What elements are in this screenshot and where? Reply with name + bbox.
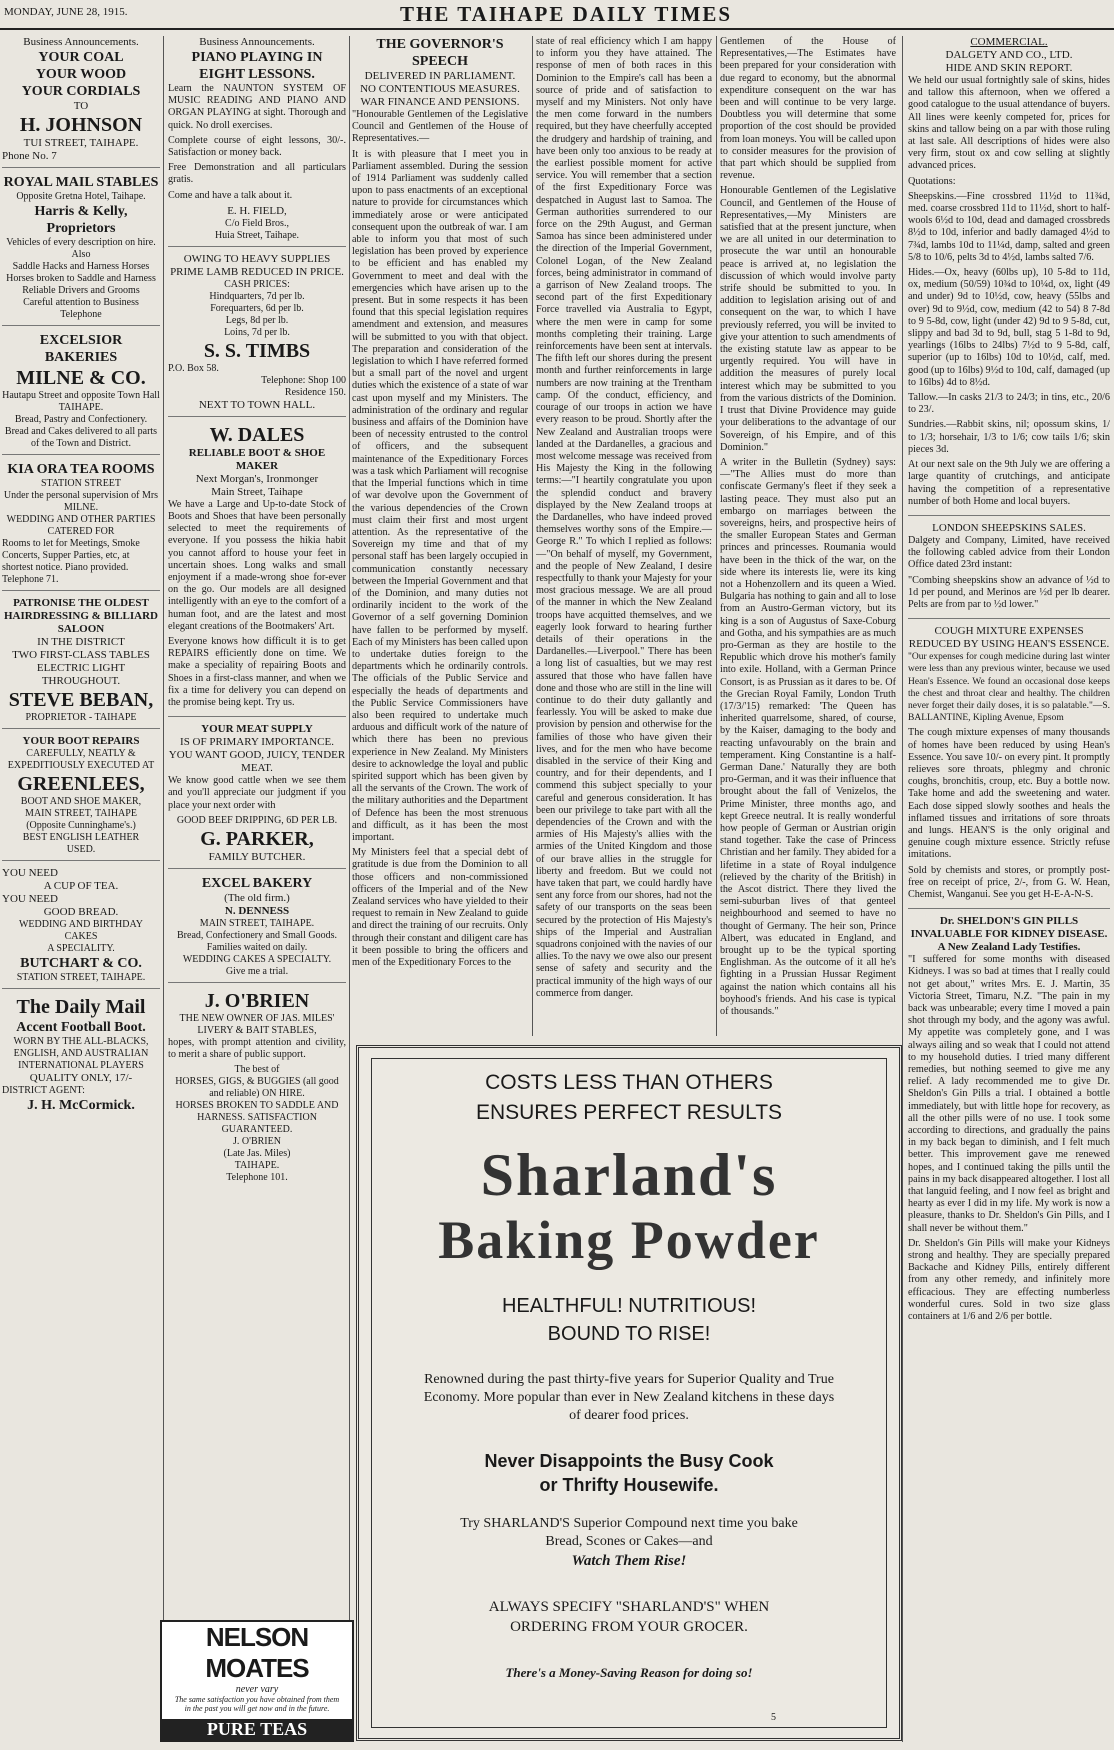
article-title: THE GOVERNOR'S SPEECH [376,37,504,69]
advertiser-name: GREENLEES, [17,773,145,795]
firm-name: DALGETY AND CO., LTD. [945,49,1073,61]
advertiser-name: G. PARKER, [200,827,314,850]
ad-line: GOOD BREAD. [43,906,119,918]
ad-title: Dr. SHELDON'S GIN PILLS INVALUABLE FOR KIDNEY DISEASE. [910,915,1108,941]
ad-line: HAIRDRESSING & BILLIARD [3,610,159,622]
ad-line: YOU WANT GOOD, JUICY, TENDER MEAT. [168,749,346,775]
greenlees-ad [2,735,160,861]
excel-bakery-ad [168,875,346,983]
ad-line: ELECTRIC LIGHT THROUGHOUT. [36,662,126,687]
ad-line: P.O. Box 58. [168,362,219,374]
ad-line: SALOON [57,623,105,635]
price-item: Loins, 7d per lb. [224,326,290,338]
article-paragraph: state of real efficiency which I am happy to inform you they have attained. The response of men of both races in this Dominion to the Empire's call has been a source of pride and of satisfaction to myself and my Ministers. Not only have the men come forward in the numbers required, but they have cheerfully accepted the drudgery and hardship of training, and have been only too anxious to be ready at the earliest possible moment for active service. You will remember that a section of the first Expeditionary Force was despatched in August last to Samoa. The German authorities surrendered to our force on the 29th August, and German Samoa has since been administered under the direction of the Imperial Government, Colonel Logan, of the New Zealand forces, being administrator in command of a garrison of New Zealand troops. The second part of the first Expeditionary Force travelled via Australia to Egypt, where the men were in camp for some months completing their training. Large reinforcements have been sent at intervals. The fifth left our shores during the present month and further reinforcements in large numbers are now training at the Trentham camp. Of the conduct, efficiency, and courage of our troops in action we have every reason to be proud. Shortly after the New Zealand and Australian troops were landed at the Dardanelles, a gracious and most welcome message was received from His Majesty the King in the following terms:—"I heartily congratulate you upon the splendid conduct and bravery displayed by the New Zealand troops at the Dardanelles, who have indeed proved themselves worthy sons of the Empire.—George R." To which I replied as follows:—"On behalf of myself, my Government, and the people of New Zealand, I desire respectfully to thank your Majesty for your most gracious message. We are all proud of the manner in which the New Zealand troops have acquitted themselves, and we eagerly look forward to hearing further details of their operations in the Dardanelles.—Liverpool." There has been a long list of casualties, but we may rest assured that those who have fallen have done and those who are still in the line will continue to do their duty gallantly and fearlessly. You will be asked to make due provision by pension and otherwise for the families of those who have given their lives, and for the men who have become disabled in the service of their King and country, and for their dependents, and I commend this subject specially to your careful and generous consideration. It has been our privilege to take part with all the dependencies of the Crown and with the armies of His Majesty's allies with the armies of the United Kingdom and those of our brave allies in the struggle for liberty and freedom. But we could not have taken that part, we could hardly have sent any force from our shores, had not the safety of our transports on the seas been secured by the protection of His Majesty's ships of the Imperial and Australian squadrons conjoined with the navies of our allies. To the navy we owe also our present sense of safety and security and the practical immunity of the high ways of our commerce from danger. [536,36,712,999]
ad-line: The best of [234,1064,280,1076]
obrien-stables-ad [168,989,346,1188]
ad-phone: Telephone 71. [2,574,59,585]
report-paragraph: Hides.—Ox, heavy (60lbs up), 10 5-8d to 11d, ox, medium (50/59) 10¾d to 10¼d, ox, light (49 and under) 9d to 10½d, cow, heavy (55lbs and over) 9d to 9½d, cow, medium (42 to 54) 8 7-8d to 9 5-8d, cow, light (under 42) 9d to 9 5-8d, cut, slippy and bad 3d to 9d, bull, stag 5 1-8d to 9d, yearlings (16lbs to 24lbs) 7½d to 9 5-8d, calf, superior (up to 16lbs) 10d to 10½d, calf, med. good (up to 16lbs) 9½d to 10d, calf, damaged (up to 16lbs) 4d to 8½d. [908,267,1110,388]
ad-paragraph: Come and have a talk about it. [168,189,293,201]
ad-paragraph: Everyone knows how difficult it is to get REPAIRS efficiently done on time. We make a speciality of repairing Boots and Shoes in a first-class manner, and when we fix a time for delivery you can depend on the promise being kept. Try us. [168,636,346,709]
ad-line: OWING TO HEAVY SUPPLIES [183,252,331,265]
ad-paragraph: Free Demonstration and all particulars gratis. [168,162,346,186]
ad-signature: (Late Jas. Miles) [223,1148,291,1160]
butchart-ad [2,867,160,989]
column-rule [349,36,350,1742]
column-heading: Business Announcements. [199,36,315,48]
ad-paragraph: "I suffered for some months with diseased Kidneys. I was so bad at times that I really could not get about," writes Mrs. E. J. Martin, 35 Victoria Street, Timaru, N.Z. "The pain in my back was unbearable; every time I moved a pain shot through my body, and the agony was awful. My appetite was completely gone, and I was always ailing and so weak that I could not attend to my household duties. I tried many different remedies, but nothing seemed to give me any relief. A lady recommended me to give Dr. Sheldon's Gin Pills a trial. I obtained a bottle immediately, but with little hope for recovery, as all the other pills were of no use. I took some according to directions, and gradually the pains in my back began to diminish, and I felt much better. This improvement gave me renewed hopes, and I continued taking the pills until the pains in my back disappeared altogether. I lost all that languid feeling, and I now feel as bright and hearty as ever I did in my life. My work is now a pleasure, thanks to Dr. Sheldon's Gin Pills, and I shall never be without them." [908,954,1110,1234]
ad-line: Bread, Confectionery and Small Goods. [177,929,337,941]
column-rule [163,36,164,1742]
section-title: LONDON SHEEPSKINS SALES. [932,521,1086,534]
ad-line: PATRONISE THE OLDEST [13,597,149,609]
ad-line: Bread, Pastry and Confectionery. [14,414,148,425]
ad-line: GOOD BEEF DRIPPING, 6D PER LB. [176,814,338,826]
ad-line: A CUP OF TEA. [43,880,119,892]
ad-title: KIA ORA TEA ROOMS [7,462,155,477]
ad-line: YOU NEED [2,867,58,879]
piano-lessons-ad [168,49,346,247]
ad-line: Careful attention to Business [23,297,139,308]
ad-line: HORSES, GIGS, & BUGGIES (all good and reliable) ON HIRE. [175,1076,339,1100]
ad-address: Main Street, Taihape [211,485,303,498]
ad-paragraph: hopes, with prompt attention and civility, to merit a share of public support. [168,1036,346,1061]
ad-line: Bread and Cakes delivered to all parts of the Town and District. [4,426,158,449]
ad-line: YOUR CORDIALS [21,84,141,99]
ad-line: Next Morgan's, Ironmonger [195,472,319,485]
ad-phone: Residence 150. [284,386,346,398]
report-paragraph: We held our usual fortnightly sale of skins, hides and tallow this afternoon, when we offered a good catalogue to the usual attendance of buyers. All lines were keenly competed for, prices for skins and tallow being on a par with those ruling at last sale. All descriptions of hides were also very firm, stout ox and cow selling at slightly advanced prices. [908,75,1110,172]
article-paragraph: Gentlemen of the House of Representatives,—The Estimates have been prepared for your consideration with due regard to economy, but the abnormal expenditure consequent on the war has been and will continue to be very large. Doubtless you will determine that some proportion of the cost should be provided from loan moneys. You will be called upon to consider measures for the provision of that part which should be supplied from revenue. [720,36,896,182]
parker-butcher-ad [168,723,346,869]
football-boot-ad [2,995,160,1118]
ad-signature: J. O'BRIEN [233,1136,281,1148]
ad-paragraph: "Our expenses for cough medicine during last winter were less than any previous winter, because we used Hean's Essence. We found an occasional dose keeps the chest and throat clear and healthy. The children never forget their daily doses, it is so palatable."—S. BALLANTINE, Kipling Avenue, Epsom [908,652,1110,724]
hairdressing-saloon-ad [2,597,160,729]
sharlands-baking-powder-ad [356,1045,902,1741]
ad-line: Under the personal supervision of Mrs [3,490,159,501]
report-paragraph: Sheepskins.—Fine crossbred 11½d to 11¾d, med. coarse crossbred 11d to 11½d, short to half-wools 6½d to 10d, dead and damaged crossbreds 8½d to 10d, inferior and badly damaged 4½d to 7¾d, lambs 10d to 11¼d, damp, salted and green 5/8 to 10/6, pelts 3d to 4½d, lambs salted 7/6. [908,190,1110,263]
article-paragraph: A writer in the Bulletin (Sydney) says:—"The Allies must do more than confiscate Germany's fleet if they seek a lasting peace. They must also put an embargo on marriages between the sovereigns, heirs, and prospective heirs of the smaller European States and German princes and princesses. Roumania would have been in the thick of the war, on the side where its interests lie, were its king not a Hohenzollern and its queen a Wied. Bulgaria has nothing to gain and all to lose from an Austro-German victory, but its king is a son of Augustus of Saxe-Coburg and Gotha, and his sympathies are as much pro-German as they are hostile to the Republic which drove his mother's family into exile. Holland, with a German Prince Consort, is as Prussian as it dares to be. Of the Grecian Royal Family, London Truth (17/3/'15) remarked: 'The Queen has inherited quarrelsome, shared, of course, by the Kaiser, damaging to the body and reacting unfavourably on the brain and temperament. King Constantine is a half-German Dane.' Naturally they are both pro-German, and it was their influence that brought about the fall of Venizelos, the Prime Minister, three months ago, and kept Greece neutral. It is really wonderful how people of German or Austrian origin stand together. Take the case of Princess Christian and her family. They abided for a lifetime in a state of Royal indulgence (relieved by the charity of the British) in the Ascot district. There they lived the semi-suburban lives of that genteel neighbourhood and seemed to have no thought of Germany. The heir son, Prince Albert, was educated in England, and brought up to be the typical sporting Englishman. As the outcome of it all he's fighting in a Prussian Hussar Regiment against the nation which contains all his boyhood's friends. And his case is typical of thousands." [720,456,896,1018]
ad-line: ORDERING FROM YOUR GROCER. [510,1619,748,1635]
masthead: THE TAIHAPE DAILY TIMES [400,2,733,26]
ad-line: HORSES BROKEN TO SADDLE AND HARNESS. SATISFACTION GUARANTEED. [175,1100,339,1136]
heans-essence-ad [908,625,1110,909]
article-subtitle: WAR FINANCE AND PENSIONS. [360,96,520,108]
ad-line: PROPRIETOR - TAIHAPE [25,712,137,723]
ad-border [371,1058,887,1728]
ad-address: Opposite Gretna Hotel, Taihape. [16,191,146,202]
ad-address: STATION STREET, TAIHAPE. [16,972,146,983]
ad-town: TAIHAPE. [58,402,104,413]
article-paragraph: Honourable Gentlemen of the Legislative Council, and Gentlemen of the House of Representatives,—My Ministers are satisfied that at the present juncture, when we are all united in our determination to prosecute the war until an honourable peace is arrived at, no legislation the discussion of which would involve party strife should be submitted to you. In addition to legislation arising out of and consequent on the war, to which I have previously referred, you will be invited to give your attention to such amendments of the existing statute law as appear to be urgently required. You will have in addition the measures of purely local interest which may be submitted to you from the various districts of the Dominion. I trust that Divine Providence may guide your deliberations to the advantage of our Sovereign, of his Empire, and of this Dominion." [720,185,896,453]
advertiser-name: N. DENNESS [224,904,290,917]
ad-line: USED. [66,844,96,855]
ad-line: PRIME LAMB REDUCED IN PRICE. [170,265,344,278]
dales-boot-ad [168,423,346,717]
section-title: COMMERCIAL. [970,36,1048,48]
page-header [0,0,1114,30]
ad-line: IS OF PRIMARY IMPORTANCE. [180,736,334,749]
price-item: Hindquarters, 7d per lb. [209,290,305,302]
ad-address: TUI STREET, TAIHAPE. [23,137,139,149]
ad-line: Also [71,249,91,260]
article-subtitle: DELIVERED IN PARLIAMENT. [364,70,516,82]
ad-paragraph: Sold by chemists and stores, or promptly post-free on receipt of price, 2/-, from G. W. Hean, Chemist, Wanganui. See you get H-E-A-N-S. [908,864,1110,900]
ad-address: C/o Field Bros., [225,217,289,229]
ad-line: YOUR BOOT REPAIRS [22,735,140,747]
ad-line: QUALITY ONLY, 17/- [29,1072,133,1084]
ad-line: ENGLISH, AND AUSTRALIAN INTERNATIONAL PLAYERS [13,1048,149,1071]
ad-line: Give me a trial. [225,965,289,977]
ad-line: The same satisfaction you have obtained from them in the past you will get now and in the future. [174,1695,340,1713]
ad-phone: Phone No. 7 [2,150,57,162]
report-paragraph: Tallow.—In casks 21/3 to 24/3; in tins, etc., 20/6 to 23/. [908,392,1110,416]
ad-line: COSTS LESS THAN OTHERS [485,1071,773,1094]
johnson-ad [2,49,160,168]
column-rule [716,36,717,1036]
ad-line: ALWAYS SPECIFY "SHARLAND'S" WHEN [488,1599,770,1615]
ad-line: WEDDING AND OTHER PARTIES [6,514,156,525]
ad-line: A SPECIALITY. [47,943,115,954]
brand-product: Baking Powder [438,1210,820,1270]
ad-line: Never Disappoints the Busy Cook [484,1451,774,1471]
ad-title: EXCEL BAKERY [201,875,313,891]
ad-line: BOUND TO RISE! [547,1323,711,1345]
excelsior-bakeries-ad [2,332,160,455]
price-item: Legs, 8d per lb. [225,314,289,326]
advertiser-name: MILNE & CO. [16,367,146,389]
ad-line: FAMILY BUTCHER. [208,850,306,863]
article-subtitle: NO CONTENTIOUS MEASURES. [360,83,520,95]
kia-ora-tea-rooms-ad [2,461,160,591]
ad-line: never vary [235,1684,279,1695]
ad-line: or Thrifty Housewife. [539,1475,719,1495]
ad-title: COUGH MIXTURE EXPENSES REDUCED BY USING HEAN'S ESSENCE. [908,625,1110,651]
advertiser-name: NELSON MOATES [205,1622,309,1683]
ad-title: ROYAL MAIL STABLES [3,175,159,190]
advertiser-name: J. H. McCormick. [27,1098,135,1113]
ad-line: There's a Money-Saving Reason for doing so! [505,1665,753,1680]
ad-address: MAIN STREET, TAIHAPE [25,808,137,819]
ad-line: Reliable Drivers and Grooms [22,285,140,296]
ad-title: EXCELSIOR BAKERIES [39,333,123,365]
advertiser-name: J. O'BRIEN [204,989,310,1012]
ad-line: CASH PRICES: [224,278,290,290]
ad-line: Saddle Hacks and Harness Horses [12,261,150,272]
brand-name: Sharland's [480,1142,778,1208]
ad-line: PURE TEAS [162,1719,352,1740]
ad-line: YOU NEED [2,893,58,905]
ad-line: TO [73,100,89,112]
ad-paragraph: The cough mixture expenses of many thousands of homes have been reduced by using Hean's Essence. You save 10/- on every pint. It promptly relieves sore throats, phlegmy and chronic coughs, bronchitis, croup, etc. Buy a bottle now. Take home and add the sweetening and water. Each dose sipped slowly soothes and heals the inflamed tissues and irritations of sore throats and lungs. HEAN'S is the only original and genuine cough mixture essence. Strictly refuse imitations. [908,727,1110,861]
report-paragraph: Sundries.—Rabbit skins, nil; opossum skins, 1/ to 1/3; horsehair, 1/3 to 1/6; cow tails 1/6; skin pieces 3d. [908,419,1110,455]
ad-line: BEST ENGLISH LEATHER [22,832,140,843]
ad-address: Hautapu Street and opposite Town Hall [2,390,160,401]
ad-line: YOUR MEAT SUPPLY [201,723,313,736]
article-column-2 [536,36,712,1036]
report-paragraph: Dalgety and Company, Limited, have received the following cabled advice from their London Office dated 23rd instant: [908,534,1110,571]
ad-paragraph: Learn the NAUNTON SYSTEM OF MUSIC READING AND PIANO AND ORGAN PLAYING at sight. Thorough and quick. No droll exercises. [168,83,346,131]
ad-paragraph: We know good cattle when we see them and you'll appreciate our judgment if you place your next order with [168,775,346,811]
ad-line: RELIABLE BOOT & SHOE MAKER [188,446,326,472]
mail-stables-ad [2,174,160,326]
advertiser-name: S. S. TIMBS [203,339,311,362]
timbs-butcher-ad [168,253,346,417]
ad-line: WEDDING AND BIRTHDAY CAKES [18,919,144,942]
column-rule [902,36,903,1742]
column-business-left [2,36,160,1746]
column-rule [532,36,533,1036]
ad-line: Rooms to let for Meetings, Smoke Concerts, Supper Parties, etc, at shortest notice. Piano provided. [2,538,140,573]
report-paragraph: Quotations: [908,175,956,187]
advertiser-name: W. DALES [209,423,305,446]
ad-line: IN THE DISTRICT [37,636,125,648]
article-paragraph: My Ministers feel that a special debt of gratitude is due from the Dominion to all those officers and non-commissioned officers of the Imperial and of the New Zealand services who have yielded to their request to remain in New Zealand to guide and direct the training of our recruits. Only through their constant and diligent care has it been possible to bring the officers and men of the Expeditionary Forces to the [352,847,528,969]
column-commercial [908,36,1110,1746]
article-column-3 [720,36,896,1036]
nelson-moates-ad [160,1620,354,1742]
price-item: Forequarters, 6d per lb. [210,302,304,314]
ad-number: 5 [771,1712,776,1723]
column-heading: Business Announcements. [23,36,139,48]
ad-line: ENSURES PERFECT RESULTS [475,1101,783,1124]
ad-line: Horses broken to Saddle and Harness [6,273,156,284]
ad-line: (Opposite Cunninghame's.) [26,820,136,831]
ad-paragraph: We have a Large and Up-to-date Stock of Boots and Shoes that have been personally selected to meet the requirements of everyone. If you possess the hikia habit you cannot afford to house your feet in uncertain shoes. Long walks and small enjoyment if a made-wrong shoe for-ever on the go. Our models are all designed intelligently with an eye to the comfort of a human foot, and are the latest and most elegant creations of the Bootmakers' Art. [168,498,346,632]
ad-line: DISTRICT AGENT: [2,1085,85,1096]
ad-line: Vehicles of every description on hire. [6,237,156,248]
ad-title: PIANO PLAYING IN EIGHT LESSONS. [191,50,323,82]
report-paragraph: "Combing sheepskins show an advance of ½d to 1d per pound, and Merinos are ½d per lb dearer. Pelts are from par to ½d lower." [908,574,1110,610]
ad-line: YOUR WOOD [35,67,127,82]
ad-line: CAREFULLY, NEATLY & EXPEDITIOUSLY EXECUTED AT [7,748,155,771]
sheldons-gin-pills-ad [908,915,1110,1330]
ad-line: Families waited on daily. [206,941,308,953]
advertiser-name: E. H. FIELD, [227,204,287,217]
column-business-right [168,36,346,1746]
ad-line: (The old firm.) [224,891,290,904]
ad-line: BOOT AND SHOE MAKER, [20,796,142,807]
advertiser-name: MILNE. [63,502,99,513]
advertiser-name: BUTCHART & CO. [20,956,142,971]
ad-address: Huia Street, Taihape. [214,229,300,241]
ad-paragraph: Try SHARLAND'S Superior Compound next time you bake Bread, Scones or Cakes—and [460,1516,798,1549]
ad-title: The Daily Mail [16,996,146,1018]
advertiser-name: Harris & Kelly, Proprietors [34,204,128,236]
ad-address: STATION STREET [40,478,122,489]
ad-line: Telephone [60,309,102,320]
ad-line: WORN BY THE ALL-BLACKS, [13,1036,149,1047]
advertiser-name: STEVE BEBAN, [8,689,154,711]
ad-signature: TAIHAPE. [234,1160,280,1172]
advertiser-name: H. JOHNSON [19,114,143,136]
article-paragraph: "Honourable Gentlemen of the Legislative Council and Gentlemen of the House of Representatives.— [352,109,528,145]
ad-phone: Telephone 101. [226,1172,288,1184]
article-column-1 [352,36,528,1036]
ad-paragraph: Renowned during the past thirty-five years for Superior Quality and True Economy. More popular than ever in New Zealand kitchens in these days of dearer food prices. [423,1372,835,1423]
ad-line: CATERED FOR [47,526,115,537]
sheepskin-sales-section [908,522,1110,619]
ad-line: NEXT TO TOWN HALL. [198,398,316,411]
ad-phone: Telephone: Shop 100 [261,374,346,386]
ad-line: YOUR COAL [38,50,124,65]
ad-paragraph: Dr. Sheldon's Gin Pills will make your Kidneys strong and healthy. They are specially prepared Backache and Kidney Pills, entirely different from any other remedy, and infinitely more efficacious. They are effecting numberless wonderful cures. Sold in two size glass containers at 1/6 and 2/6 per bottle. [908,1237,1110,1323]
ad-subtitle: A New Zealand Lady Testifies. [937,941,1081,954]
ad-paragraph: Complete course of eight lessons, 30/-. Satisfaction or money back. [168,134,346,159]
commercial-section [908,36,1110,516]
ad-line: Watch Them Rise! [571,1553,687,1569]
report-title: HIDE AND SKIN REPORT. [945,62,1073,74]
issue-date: MONDAY, JUNE 28, 1915. [4,6,128,18]
ad-line: WEDDING CAKES A SPECIALTY. [182,953,332,965]
ad-line: THE NEW OWNER OF JAS. MILES' LIVERY & BAIT STABLES, [179,1012,335,1036]
article-paragraph: It is with pleasure that I meet you in Parliament assembled. During the session of 1914 Parliament was suddenly called upon to pass enactments of an exceptional nature to provide for circumstances which immediately arose or were anticipated consequent upon the outbreak of war. I am able to inform you that most of such legislation has been proved by experience to be efficient and has enabled my Government to meet and deal with the emergencies which have arisen up to the present. But in some respects it has been found that this special legislation requires amendment and extension, and measures will be submitted to you with that object. The preparation and consideration of the legislation to which I have referred formed but a small part of the novel and urgent duties which the existence of a state of war cast upon myself and my Ministers. The administration of the ordinary and regular business and affairs of the Dominion have been of necessity entrusted to the control of officers, and the subsequent maintenance of the Expeditionary Forces was a task which Parliament will recognise that the Imperial functions which in time of war devolve upon the Government of the various dependencies of the Crown must claim their first and most urgent attention. As the representative of the Sovereign my time and that of my personal staff has been largely occupied in communication constantly necessary between the Imperial Government and that of the Dominion, and many duties not ordinarily incident to the work of the Governor of a self governing Dominion have fallen to be performed by myself. Each of my Ministers has been called upon to undertake duties foreign to the departments which he ordinarily controls. The officials of the Public Service and especially the heads of departments and the Public Service Commissioners have also been required to undertake much arduous and difficult work of the nature of which there has been no previous experience in New Zealand. My Ministers desire to acknowledge the loyal and public spirited support which has been given by all the servants of the Crown. The work of the military authorities and the Department of Defence has been the most strenuous and difficult, as it has been the most important. [352,148,528,843]
ad-line: HEALTHFUL! NUTRITIOUS! [501,1295,757,1317]
ad-subtitle: Accent Football Boot. [16,1020,146,1035]
report-paragraph: At our next sale on the 9th July we are offering a large quantity of crutchings, and anticipate having the competition of a representative number of both Home and local buyers. [908,459,1110,507]
ad-line: TWO FIRST-CLASS TABLES [12,649,150,661]
ad-address: MAIN STREET, TAIHAPE. [199,917,315,929]
